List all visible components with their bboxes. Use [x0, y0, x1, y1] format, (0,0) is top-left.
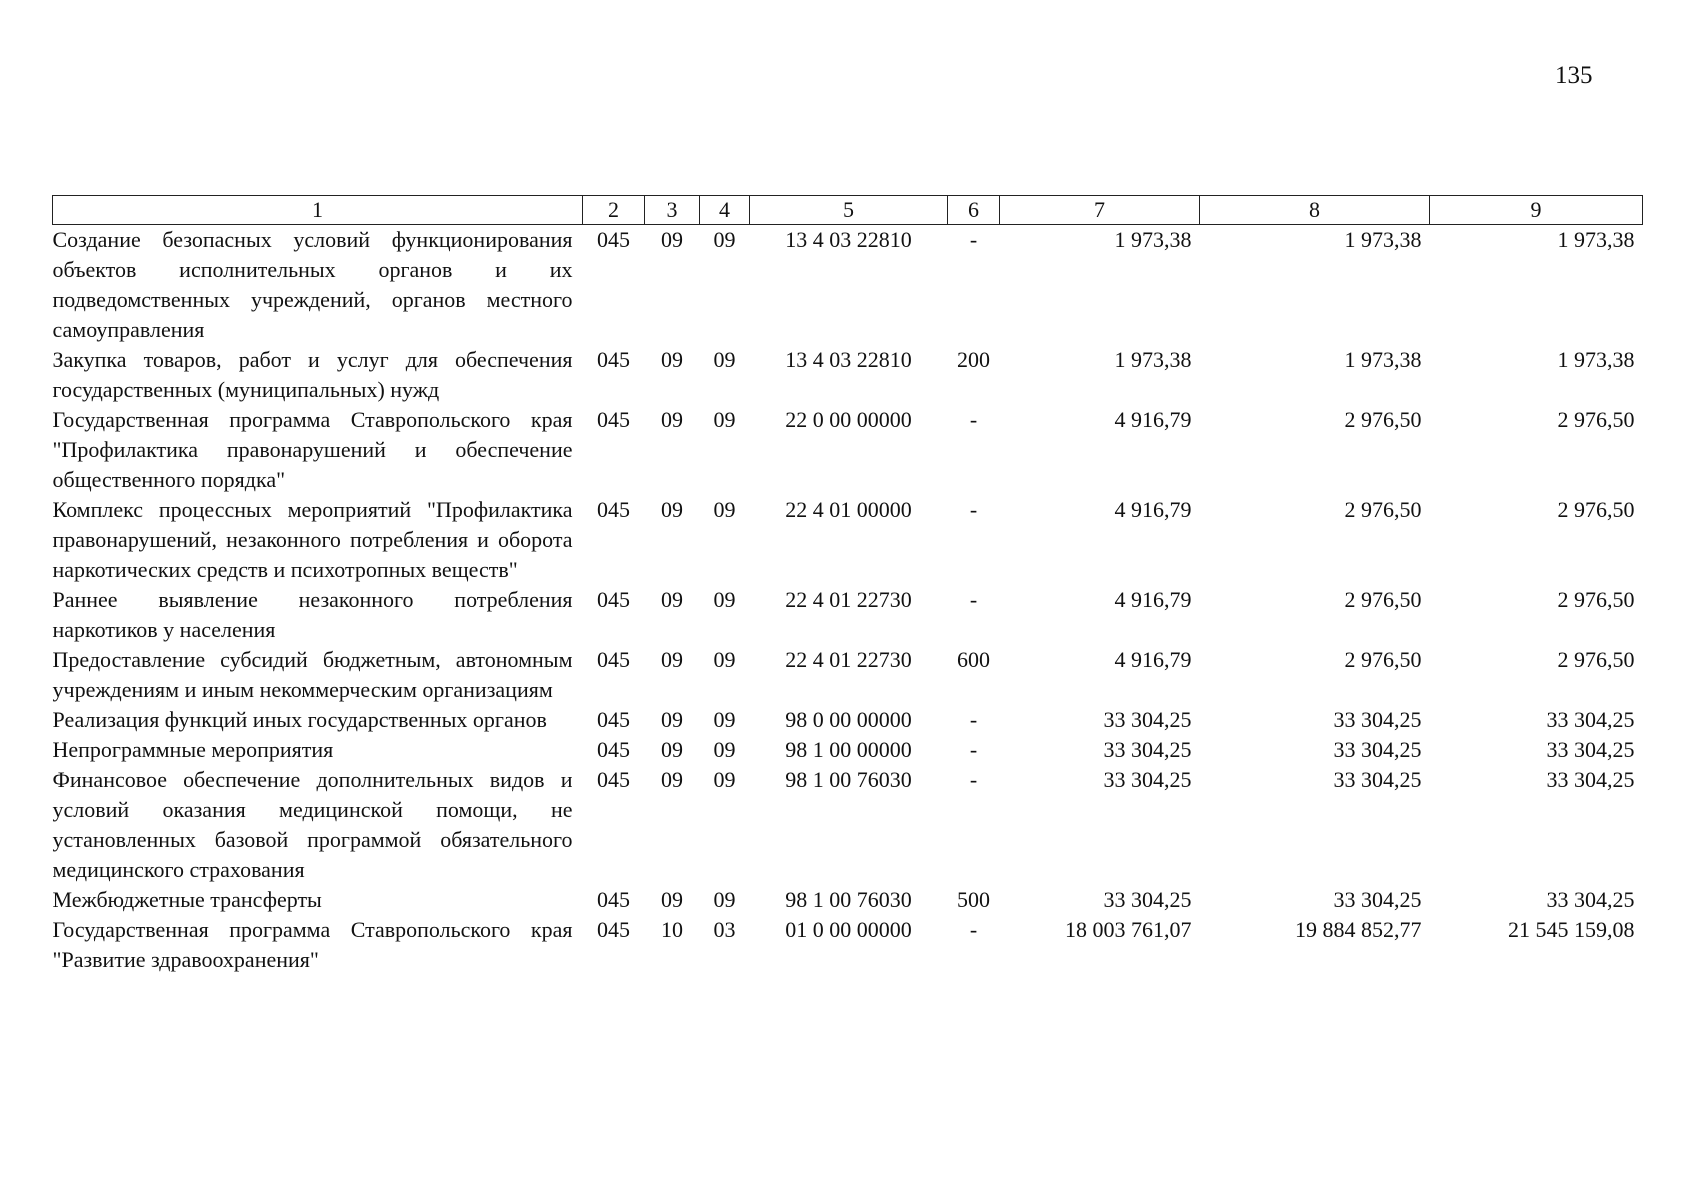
row-value-cell-col6: 600	[957, 647, 990, 672]
row-value-cell-col2: 045	[597, 707, 630, 732]
row-value-cell-col2: 045	[597, 737, 630, 762]
row-name-cell: Непрограммные мероприятия	[52, 737, 334, 762]
header-row	[53, 196, 1643, 225]
row-value-cell-col4: 09	[713, 227, 736, 252]
row-value-cell-col7: 4 916,79	[1114, 587, 1192, 612]
column-header-8: 8	[1200, 196, 1430, 225]
row-value-cell-col8: 19 884 852,77	[1295, 917, 1422, 942]
row-value-cell-col8: 2 976,50	[1344, 647, 1422, 672]
row-value-cell-col8: 33 304,25	[1333, 707, 1422, 732]
row-value-cell-col7: 1 973,38	[1114, 227, 1192, 252]
row-value-cell-col5: 98 1 00 00000	[785, 737, 912, 762]
row-value-cell-col8: 1 973,38	[1344, 347, 1422, 372]
row-value-cell-col6: -	[969, 737, 978, 762]
row-value-cell-col5: 98 1 00 76030	[785, 767, 912, 792]
row-value-cell-col9: 1 973,38	[1557, 347, 1635, 372]
row-value-cell-col8: 33 304,25	[1333, 767, 1422, 792]
row-value-cell-col9: 33 304,25	[1546, 887, 1635, 912]
row-value-cell-col2: 045	[597, 227, 630, 252]
row-value-cell-col6: -	[969, 587, 978, 612]
row-value-cell-col9: 33 304,25	[1546, 767, 1635, 792]
row-value-cell-col4: 09	[713, 587, 736, 612]
row-value-cell-col3: 09	[661, 707, 683, 732]
row-value-cell-col7: 4 916,79	[1114, 647, 1192, 672]
row-name-cell: Раннее выявление незаконного потребления наркотиков у населения	[52, 587, 573, 642]
row-value-cell-col7: 4 916,79	[1114, 497, 1192, 522]
row-value-cell-col6: 500	[957, 887, 990, 912]
row-value-cell-col8: 33 304,25	[1333, 887, 1422, 912]
row-value-cell-col2: 045	[597, 647, 630, 672]
row-name-cell: Государственная программа Ставропольского края "Профилактика правонарушений и обеспечение общественного порядка"	[52, 407, 573, 492]
column-header-6: 6	[948, 196, 1000, 225]
row-value-cell-col9: 2 976,50	[1557, 587, 1635, 612]
row-value-cell-col3: 09	[661, 497, 683, 522]
row-value-cell-col6: -	[969, 917, 978, 942]
row-value-cell-col8: 1 973,38	[1344, 227, 1422, 252]
row-value-cell-col9: 2 976,50	[1557, 497, 1635, 522]
row-value-cell-col5: 01 0 00 00000	[785, 917, 912, 942]
table-row	[53, 345, 1643, 405]
row-name-cell: Предоставление субсидий бюджетным, автономным учреждениям и иным некоммерческим организациям	[52, 647, 573, 702]
row-value-cell-col4: 09	[713, 407, 736, 432]
row-value-cell-col4: 09	[713, 707, 736, 732]
row-value-cell-col4: 09	[713, 497, 736, 522]
row-value-cell-col5: 98 1 00 76030	[785, 887, 912, 912]
table-row	[53, 705, 1643, 735]
table-row	[53, 735, 1643, 765]
table-row	[53, 915, 1643, 975]
table-row	[53, 585, 1643, 645]
row-value-cell-col3: 09	[661, 407, 683, 432]
row-value-cell-col7: 33 304,25	[1103, 767, 1192, 792]
row-value-cell-col3: 09	[661, 737, 683, 762]
table-row	[53, 495, 1643, 585]
row-value-cell-col5: 22 0 00 00000	[785, 407, 912, 432]
column-header-2: 2	[583, 196, 645, 225]
row-value-cell-col2: 045	[597, 347, 630, 372]
row-value-cell-col7: 18 003 761,07	[1065, 917, 1192, 942]
table-row	[53, 885, 1643, 915]
table-header	[53, 196, 1643, 225]
row-value-cell-col2: 045	[597, 407, 630, 432]
row-value-cell-col7: 33 304,25	[1103, 707, 1192, 732]
row-value-cell-col9: 1 973,38	[1557, 227, 1635, 252]
row-value-cell-col5: 13 4 03 22810	[785, 347, 912, 372]
row-name-cell: Финансовое обеспечение дополнительных видов и условий оказания медицинской помощи, не установленных базовой программой обязательного медицинского страхования	[52, 767, 573, 882]
column-header-3: 3	[645, 196, 700, 225]
row-value-cell-col2: 045	[597, 587, 630, 612]
row-value-cell-col5: 22 4 01 22730	[785, 647, 912, 672]
row-value-cell-col2: 045	[597, 497, 630, 522]
row-value-cell-col9: 33 304,25	[1546, 707, 1635, 732]
row-value-cell-col2: 045	[597, 917, 630, 942]
row-name-cell: Межбюджетные трансферты	[52, 887, 322, 912]
row-value-cell-col9: 2 976,50	[1557, 647, 1635, 672]
row-value-cell-col3: 09	[661, 767, 683, 792]
row-value-cell-col4: 09	[713, 737, 736, 762]
row-value-cell-col6: -	[969, 707, 978, 732]
row-value-cell-col4: 09	[713, 767, 736, 792]
row-value-cell-col3: 09	[661, 227, 683, 252]
row-value-cell-col8: 2 976,50	[1344, 587, 1422, 612]
row-value-cell-col2: 045	[597, 887, 630, 912]
row-value-cell-col7: 33 304,25	[1103, 887, 1192, 912]
row-value-cell-col4: 09	[713, 347, 736, 372]
row-value-cell-col4: 09	[713, 647, 736, 672]
row-name-cell: Государственная программа Ставропольского края "Развитие здравоохранения"	[52, 917, 573, 972]
row-value-cell-col8: 2 976,50	[1344, 497, 1422, 522]
row-value-cell-col7: 33 304,25	[1103, 737, 1192, 762]
row-value-cell-col5: 22 4 01 22730	[785, 587, 912, 612]
page-number: 135	[1555, 62, 1593, 89]
row-value-cell-col5: 13 4 03 22810	[785, 227, 912, 252]
row-value-cell-col3: 09	[661, 347, 683, 372]
row-value-cell-col9: 33 304,25	[1546, 737, 1635, 762]
row-value-cell-col4: 03	[713, 917, 736, 942]
row-value-cell-col3: 10	[661, 917, 683, 942]
row-name-cell: Создание безопасных условий функционирования объектов исполнительных органов и их подведомственных учреждений, органов местного самоуправления	[52, 227, 573, 342]
row-name-cell: Реализация функций иных государственных органов	[52, 707, 547, 732]
table-row	[53, 765, 1643, 885]
row-value-cell-col6: 200	[957, 347, 990, 372]
row-value-cell-col3: 09	[661, 647, 683, 672]
table-row	[53, 645, 1643, 705]
row-value-cell-col5: 22 4 01 00000	[785, 497, 912, 522]
row-value-cell-col5: 98 0 00 00000	[785, 707, 912, 732]
row-name-cell: Закупка товаров, работ и услуг для обеспечения государственных (муниципальных) нужд	[52, 347, 573, 402]
row-value-cell-col2: 045	[597, 767, 630, 792]
row-value-cell-col8: 2 976,50	[1344, 407, 1422, 432]
column-header-4: 4	[700, 196, 750, 225]
column-header-1: 1	[53, 196, 583, 225]
row-value-cell-col6: -	[969, 767, 978, 792]
row-value-cell-col9: 21 545 159,08	[1508, 917, 1635, 942]
row-value-cell-col6: -	[969, 497, 978, 522]
row-value-cell-col3: 09	[661, 587, 683, 612]
row-value-cell-col7: 4 916,79	[1114, 407, 1192, 432]
row-value-cell-col6: -	[969, 407, 978, 432]
row-value-cell-col9: 2 976,50	[1557, 407, 1635, 432]
column-header-5: 5	[750, 196, 948, 225]
row-value-cell-col6: -	[969, 227, 978, 252]
table-row	[53, 225, 1643, 346]
row-value-cell-col7: 1 973,38	[1114, 347, 1192, 372]
table-row	[53, 405, 1643, 495]
table-body	[53, 225, 1643, 976]
row-value-cell-col8: 33 304,25	[1333, 737, 1422, 762]
budget-table	[52, 195, 1643, 975]
row-value-cell-col3: 09	[661, 887, 683, 912]
row-name-cell: Комплекс процессных мероприятий "Профилактика правонарушений, незаконного потребления и оборота наркотических средств и психотропных веществ"	[52, 497, 573, 582]
column-header-9: 9	[1430, 196, 1643, 225]
row-value-cell-col4: 09	[713, 887, 736, 912]
column-header-7: 7	[1000, 196, 1200, 225]
